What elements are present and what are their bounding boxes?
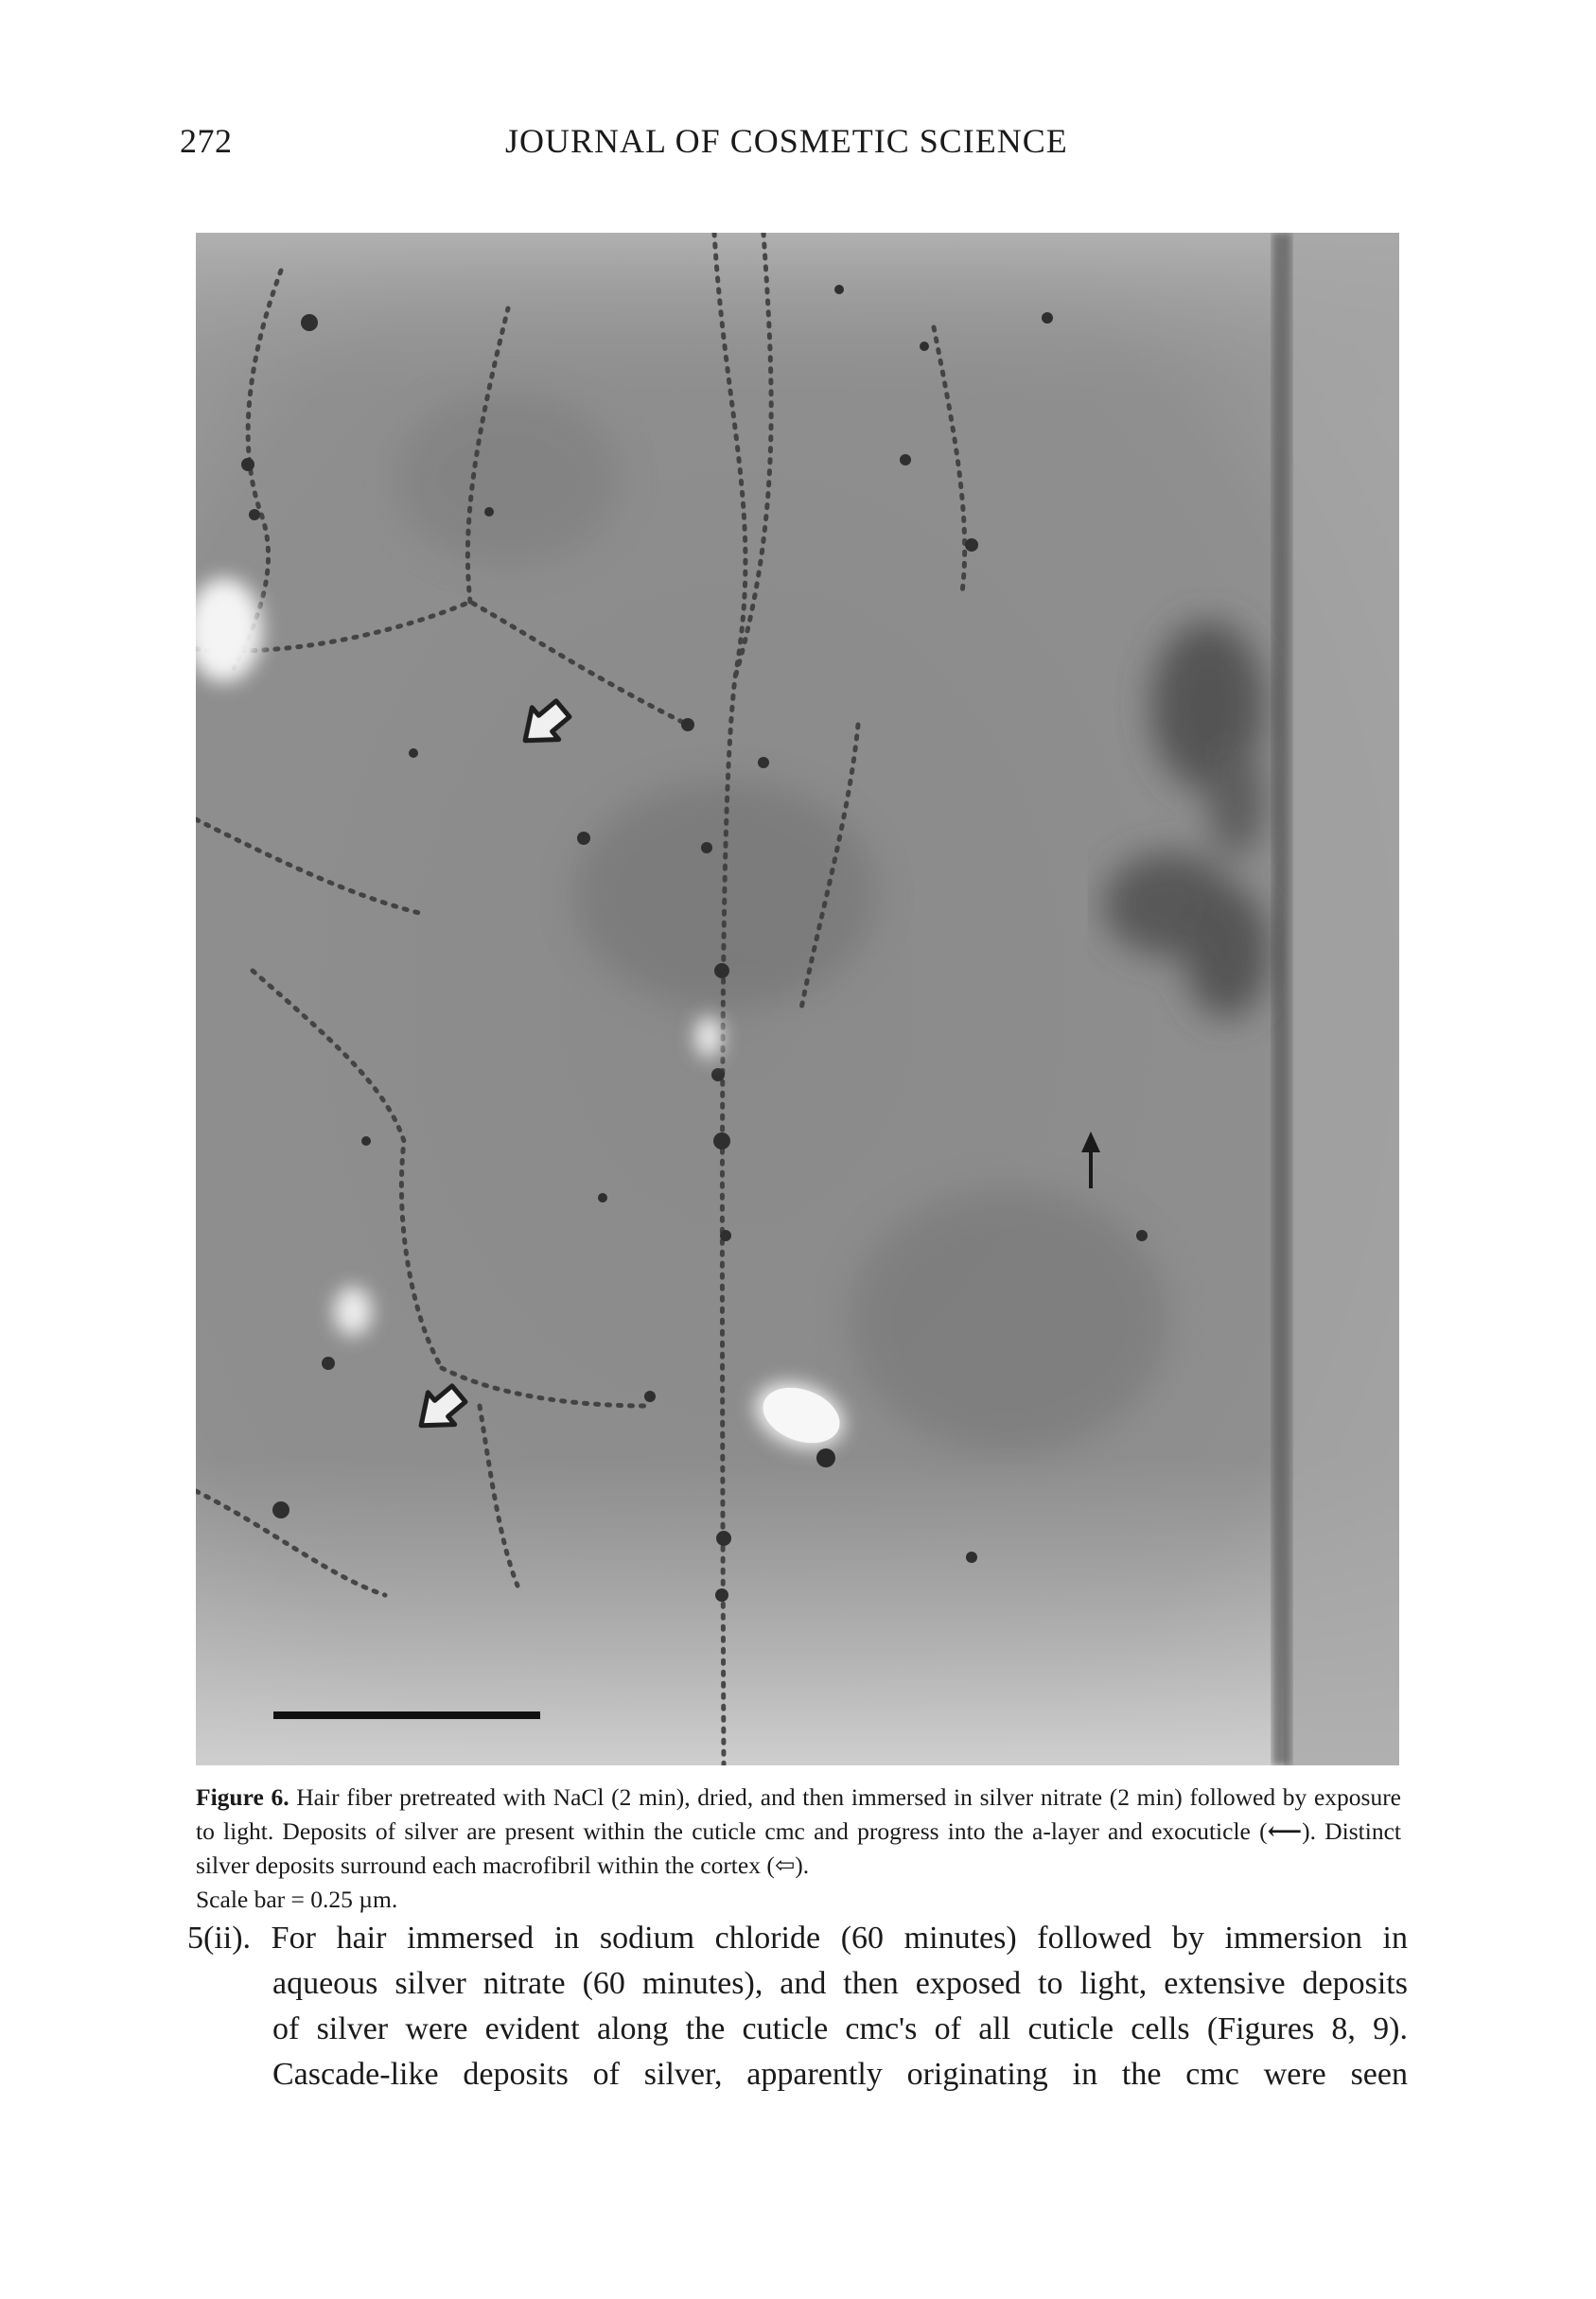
figure-caption	[196, 1781, 1401, 1917]
caption-text-continued: ). Distinct silver deposits surround each macrofibril within the cortex (	[196, 1817, 1401, 1879]
caption-label: Figure 6.	[196, 1783, 289, 1811]
caption-text: Hair fiber pretreated with NaCl (2 min), dried, and then immersed in silver nitrate (2 min) followed by exposure to light. Deposits of silver are present within the cuticle cmc and progress into the a-layer and exocuticle (	[196, 1783, 1402, 1845]
body-line: 5(ii). For hair immersed in sodium chloride (60 minutes) followed by immersion in	[187, 1921, 1408, 1956]
scale-bar	[273, 1711, 540, 1719]
body-paragraph	[187, 1916, 1408, 2097]
caption-text-end: ).	[795, 1851, 810, 1879]
scale-bar-label: Scale bar = 0.25 µm.	[196, 1886, 398, 1913]
body-line: of silver were evident along the cuticle cmc's of all cuticle cells (Figures 8, 9).	[272, 2011, 1408, 2046]
body-line: Cascade-like deposits of silver, apparently originating in the cmc were seen	[272, 2057, 1408, 2092]
open-arrow-icon: ⇦	[774, 1851, 796, 1879]
solid-arrow-icon: ⟵	[1267, 1817, 1303, 1845]
body-line: aqueous silver nitrate (60 minutes), and then exposed to light, extensive deposits	[272, 1966, 1408, 2001]
journal-title: JOURNAL OF COSMETIC SCIENCE	[505, 122, 1068, 160]
electron-micrograph	[196, 233, 1399, 1765]
page-number: 272	[180, 122, 233, 160]
